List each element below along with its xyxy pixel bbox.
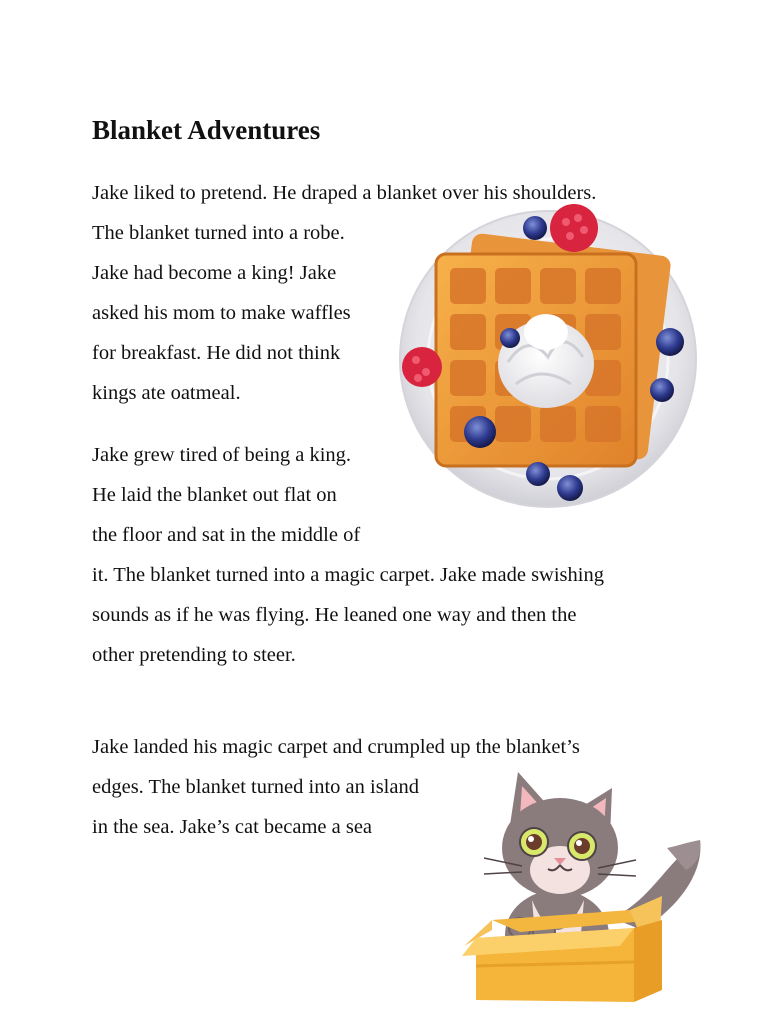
text-line: it. The blanket turned into a magic carpet. Jake made swishing [92,564,604,586]
text-line: kings ate oatmeal. [92,382,241,404]
text-line: the floor and sat in the middle of [92,524,361,546]
text-line: The blanket turned into a robe. [92,222,345,244]
text-line: sounds as if he was flying. He leaned one way and then the [92,604,577,626]
text-line: Jake liked to pretend. He draped a blanket over his shoulders. [92,182,597,204]
text-line: Jake grew tired of being a king. [92,444,352,466]
cat-in-box-illustration [462,770,708,1006]
text-line: other pretending to steer. [92,644,296,666]
text-line: He laid the blanket out flat on [92,484,337,506]
text-line: asked his mom to make waffles [92,302,351,324]
waffle-plate-illustration [398,202,703,514]
story-title: Blanket Adventures [92,115,321,145]
text-line: edges. The blanket turned into an island [92,776,419,798]
text-line: Jake had become a king! Jake [92,262,337,284]
text-line: in the sea. Jake’s cat became a sea [92,816,373,838]
text-line: for breakfast. He did not think [92,342,341,364]
text-line: Jake landed his magic carpet and crumpled up the blanket’s [92,736,580,758]
